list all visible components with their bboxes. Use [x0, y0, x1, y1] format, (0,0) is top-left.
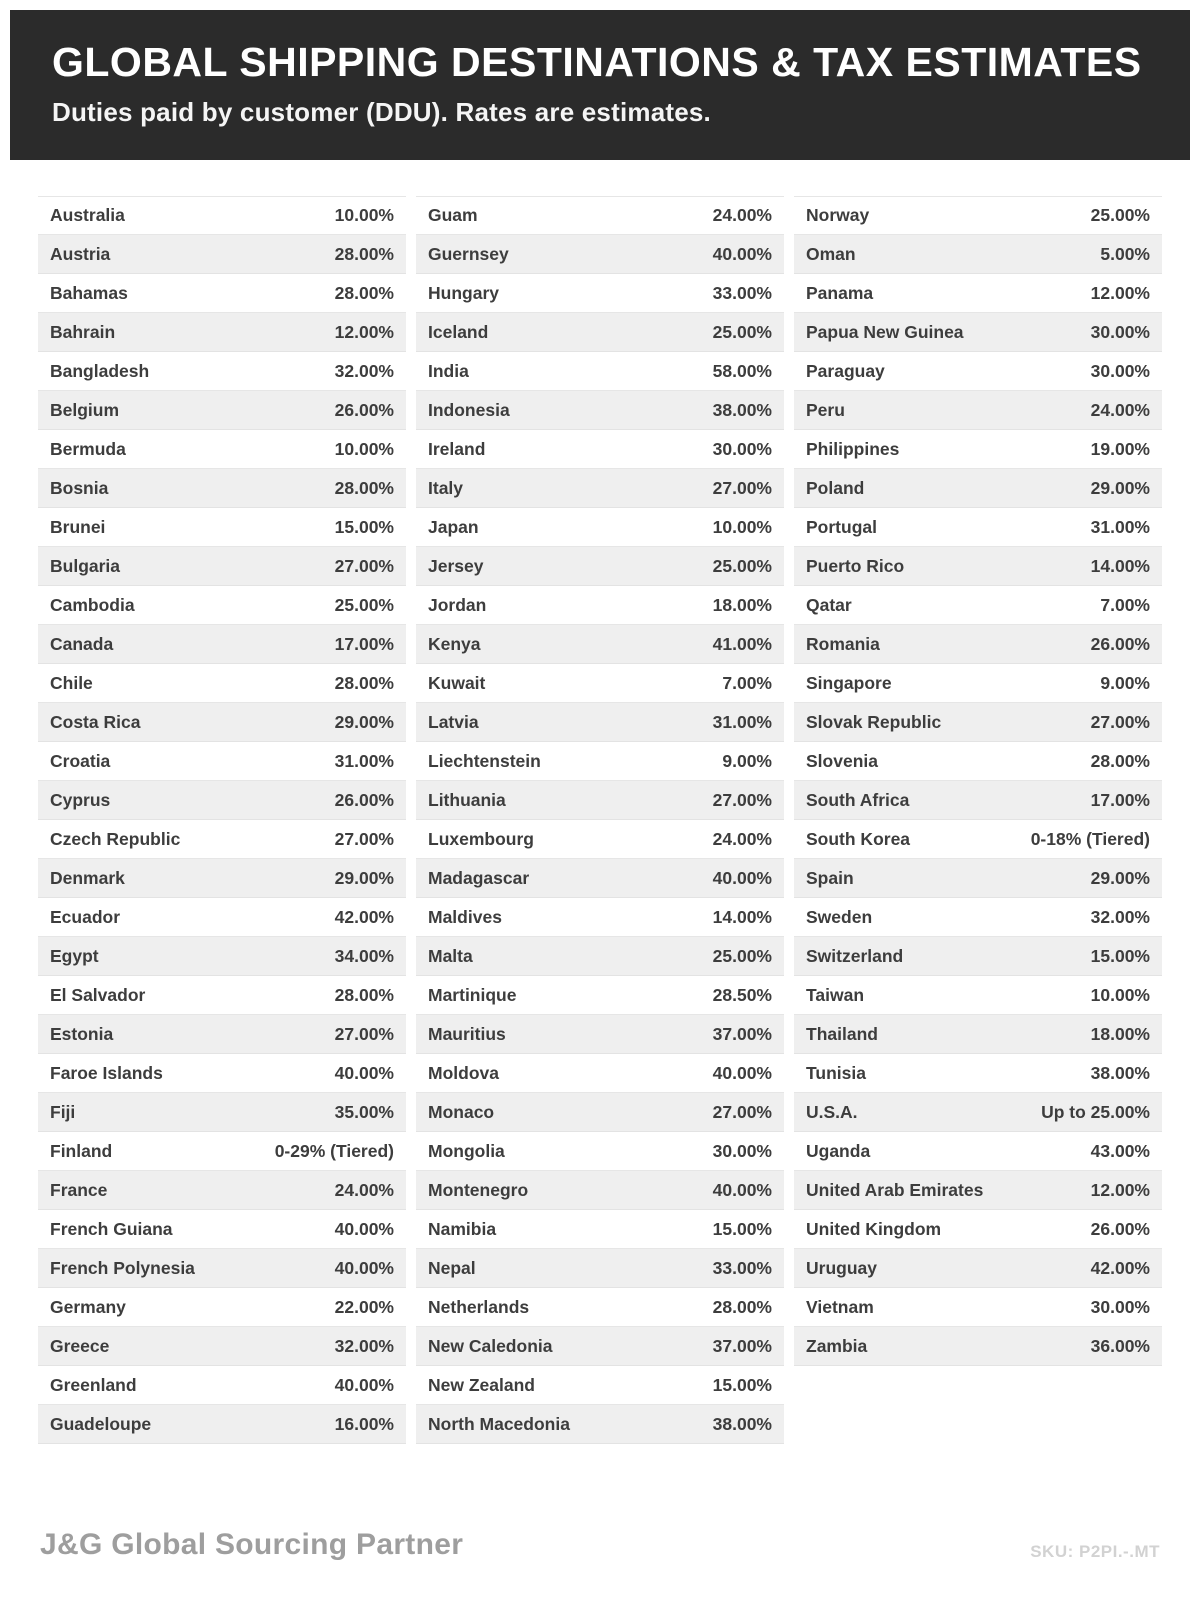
rate-value: 29.00% [334, 711, 394, 732]
country-label: Portugal [806, 516, 877, 537]
rate-value: 7.00% [722, 672, 772, 693]
country-label: Qatar [806, 594, 852, 615]
rate-value: 25.00% [712, 321, 772, 342]
country-label: Canada [50, 633, 114, 654]
rate-value: 28.00% [334, 282, 394, 303]
country-label: Taiwan [806, 984, 865, 1005]
table-row [416, 859, 784, 898]
country-label: South Korea [806, 828, 911, 849]
country-label: Hungary [428, 282, 499, 303]
rate-value: 7.00% [1100, 594, 1150, 615]
table-row [416, 1054, 784, 1093]
country-label: Switzerland [806, 945, 904, 966]
rate-value: 10.00% [1090, 984, 1150, 1005]
country-label: Uganda [806, 1140, 871, 1161]
rate-value: 9.00% [722, 750, 772, 771]
table-row [794, 196, 1162, 235]
rate-value: 31.00% [334, 750, 394, 771]
table-row [416, 352, 784, 391]
table-row [416, 1015, 784, 1054]
table-row [416, 898, 784, 937]
table-row [38, 235, 406, 274]
brand-name: J&G Global Sourcing Partner [40, 1528, 464, 1561]
country-label: Mauritius [428, 1023, 506, 1044]
country-label: South Africa [806, 789, 910, 810]
rate-value: 27.00% [1090, 711, 1150, 732]
table-row [38, 1093, 406, 1132]
rate-value: 35.00% [334, 1101, 394, 1122]
table-row [416, 274, 784, 313]
rate-value: 29.00% [1090, 867, 1150, 888]
rate-value: 22.00% [334, 1296, 394, 1317]
table-row [416, 430, 784, 469]
table-row [416, 742, 784, 781]
table-row [794, 508, 1162, 547]
table-row [794, 430, 1162, 469]
rate-value: 25.00% [334, 594, 394, 615]
country-label: Philippines [806, 438, 900, 459]
rate-value: 31.00% [712, 711, 772, 732]
country-label: Bangladesh [50, 360, 150, 381]
country-label: Greece [50, 1335, 110, 1356]
table-row [416, 976, 784, 1015]
table-row [416, 1405, 784, 1444]
table-row [416, 781, 784, 820]
country-label: Bosnia [50, 477, 109, 498]
country-label: Iceland [428, 321, 489, 342]
country-label: Norway [806, 205, 870, 226]
table-row [38, 1288, 406, 1327]
table-row [794, 235, 1162, 274]
table-row [794, 820, 1162, 859]
rate-value: 15.00% [712, 1218, 772, 1239]
table-row [416, 625, 784, 664]
rate-value: 27.00% [712, 1101, 772, 1122]
rate-value: 28.00% [334, 984, 394, 1005]
country-label: Greenland [50, 1374, 137, 1395]
rate-value: 40.00% [334, 1257, 394, 1278]
country-label: U.S.A. [806, 1101, 858, 1122]
rate-value: 32.00% [1090, 906, 1150, 927]
table-row [416, 235, 784, 274]
country-label: Cambodia [50, 594, 135, 615]
country-label: Poland [806, 477, 865, 498]
rate-value: 40.00% [712, 1179, 772, 1200]
country-label: Tunisia [806, 1062, 866, 1083]
rate-value: 29.00% [334, 867, 394, 888]
table-row [38, 781, 406, 820]
table-row [38, 508, 406, 547]
country-label: Zambia [806, 1335, 868, 1356]
rate-value: 26.00% [1090, 1218, 1150, 1239]
table-row [38, 1132, 406, 1171]
table-row [38, 1171, 406, 1210]
country-label: Maldives [428, 906, 502, 927]
rate-value: 25.00% [712, 945, 772, 966]
rate-value: 30.00% [1090, 321, 1150, 342]
rate-value: 42.00% [1090, 1257, 1150, 1278]
country-label: Moldova [428, 1062, 499, 1083]
table-row [416, 1366, 784, 1405]
country-label: Thailand [806, 1023, 878, 1044]
country-label: Ireland [428, 438, 486, 459]
rate-value: 12.00% [1090, 282, 1150, 303]
table-row [794, 937, 1162, 976]
table-row [416, 1171, 784, 1210]
table-row [794, 1249, 1162, 1288]
rate-value: 15.00% [1090, 945, 1150, 966]
table-row [794, 664, 1162, 703]
country-label: Brunei [50, 516, 106, 537]
rate-value: 30.00% [1090, 360, 1150, 381]
rate-value: 40.00% [712, 867, 772, 888]
rate-value: 5.00% [1100, 243, 1150, 264]
country-label: Austria [50, 243, 111, 264]
rate-value: 14.00% [1090, 555, 1150, 576]
rate-value: 27.00% [334, 555, 394, 576]
rate-value: 38.00% [1090, 1062, 1150, 1083]
rate-value: 10.00% [334, 438, 394, 459]
table-row [794, 625, 1162, 664]
rate-value: 28.00% [334, 243, 394, 264]
rate-value: 10.00% [712, 516, 772, 537]
country-label: Kenya [428, 633, 481, 654]
table-row [794, 1093, 1162, 1132]
table-row [38, 1210, 406, 1249]
country-label: Nepal [428, 1257, 476, 1278]
rate-value: 0-29% (Tiered) [274, 1140, 394, 1161]
country-label: Namibia [428, 1218, 497, 1239]
table-row [38, 352, 406, 391]
table-row [794, 859, 1162, 898]
rate-value: 30.00% [712, 1140, 772, 1161]
table-row [416, 469, 784, 508]
rate-value: Up to 25.00% [1041, 1101, 1150, 1122]
table-row [38, 391, 406, 430]
rate-value: 15.00% [712, 1374, 772, 1395]
table-row [38, 1405, 406, 1444]
table-row [794, 352, 1162, 391]
table-row [416, 547, 784, 586]
rate-value: 24.00% [712, 828, 772, 849]
table-row [794, 313, 1162, 352]
country-label: Luxembourg [428, 828, 534, 849]
table-row [794, 781, 1162, 820]
country-label: Latvia [428, 711, 479, 732]
table-row [794, 1054, 1162, 1093]
footer [0, 1498, 1200, 1600]
table-row [794, 1015, 1162, 1054]
country-label: Panama [806, 282, 874, 303]
table-row [416, 1249, 784, 1288]
table-row [416, 937, 784, 976]
table-row [38, 664, 406, 703]
country-label: Slovenia [806, 750, 878, 771]
rate-value: 27.00% [712, 789, 772, 810]
page-subtitle: Duties paid by customer (DDU). Rates are estimates. [52, 97, 711, 128]
rate-value: 32.00% [334, 1335, 394, 1356]
rate-value: 38.00% [712, 1413, 772, 1434]
table-row [416, 664, 784, 703]
country-label: Chile [50, 672, 93, 693]
table-row [38, 1249, 406, 1288]
rate-value: 42.00% [334, 906, 394, 927]
rate-value: 27.00% [334, 828, 394, 849]
table-row [38, 196, 406, 235]
country-label: Sweden [806, 906, 873, 927]
table-row [38, 469, 406, 508]
rate-value: 28.00% [334, 672, 394, 693]
rate-value: 40.00% [334, 1374, 394, 1395]
country-label: Egypt [50, 945, 99, 966]
table-row [416, 313, 784, 352]
country-label: Puerto Rico [806, 555, 905, 576]
table-row [38, 976, 406, 1015]
country-label: France [50, 1179, 108, 1200]
country-label: Jordan [428, 594, 487, 615]
rate-value: 18.00% [1090, 1023, 1150, 1044]
table-row [794, 274, 1162, 313]
table-row [794, 1288, 1162, 1327]
country-label: Madagascar [428, 867, 530, 888]
country-label: Martinique [428, 984, 517, 1005]
country-label: Australia [50, 205, 125, 226]
country-label: Romania [806, 633, 880, 654]
rate-value: 16.00% [334, 1413, 394, 1434]
rate-value: 25.00% [712, 555, 772, 576]
table-row [416, 703, 784, 742]
country-label: Czech Republic [50, 828, 181, 849]
country-label: Malta [428, 945, 473, 966]
table-row [794, 469, 1162, 508]
country-label: New Zealand [428, 1374, 535, 1395]
country-label: Spain [806, 867, 854, 888]
table-row [416, 1327, 784, 1366]
rate-value: 15.00% [334, 516, 394, 537]
country-label: Jersey [428, 555, 484, 576]
table-row [38, 586, 406, 625]
country-label: United Arab Emirates [806, 1179, 984, 1200]
rate-value: 30.00% [712, 438, 772, 459]
rate-value: 29.00% [1090, 477, 1150, 498]
rate-value: 19.00% [1090, 438, 1150, 459]
rate-value: 32.00% [334, 360, 394, 381]
table-row [416, 1132, 784, 1171]
country-label: Oman [806, 243, 856, 264]
rate-value: 28.00% [334, 477, 394, 498]
country-label: Estonia [50, 1023, 114, 1044]
country-label: Liechtenstein [428, 750, 541, 771]
rate-value: 40.00% [712, 243, 772, 264]
rate-value: 17.00% [1090, 789, 1150, 810]
table-row [38, 820, 406, 859]
rate-value: 27.00% [334, 1023, 394, 1044]
country-label: Guadeloupe [50, 1413, 152, 1434]
rate-value: 0-18% (Tiered) [1030, 828, 1150, 849]
table-row [416, 1288, 784, 1327]
rate-value: 40.00% [712, 1062, 772, 1083]
table-row [416, 1093, 784, 1132]
country-label: Slovak Republic [806, 711, 942, 732]
sku-label: SKU: P2PI.-.MT [1030, 1542, 1160, 1561]
country-label: Papua New Guinea [806, 321, 964, 342]
country-label: Ecuador [50, 906, 121, 927]
country-label: North Macedonia [428, 1413, 570, 1434]
country-label: Faroe Islands [50, 1062, 163, 1083]
rate-value: 43.00% [1090, 1140, 1150, 1161]
country-label: Peru [806, 399, 845, 420]
table-row [38, 859, 406, 898]
country-label: United Kingdom [806, 1218, 942, 1239]
table-row [38, 274, 406, 313]
country-label: Lithuania [428, 789, 506, 810]
table-row [38, 430, 406, 469]
rate-value: 12.00% [1090, 1179, 1150, 1200]
rate-value: 58.00% [712, 360, 772, 381]
country-label: Indonesia [428, 399, 510, 420]
table-row [38, 898, 406, 937]
rate-value: 26.00% [334, 399, 394, 420]
country-label: Montenegro [428, 1179, 529, 1200]
country-label: Netherlands [428, 1296, 530, 1317]
country-label: Croatia [50, 750, 111, 771]
rate-value: 37.00% [712, 1023, 772, 1044]
table-row [38, 1015, 406, 1054]
rate-value: 17.00% [334, 633, 394, 654]
table-row [794, 586, 1162, 625]
page-title: GLOBAL SHIPPING DESTINATIONS & TAX ESTIMATES [52, 39, 1142, 85]
country-label: French Polynesia [50, 1257, 195, 1278]
table-row [794, 703, 1162, 742]
table-row [794, 1210, 1162, 1249]
rate-value: 24.00% [712, 205, 772, 226]
rate-value: 38.00% [712, 399, 772, 420]
rate-value: 34.00% [334, 945, 394, 966]
country-label: French Guiana [50, 1218, 173, 1239]
rate-value: 33.00% [712, 1257, 772, 1278]
rate-value: 40.00% [334, 1218, 394, 1239]
rate-value: 28.50% [712, 984, 772, 1005]
table-row [794, 391, 1162, 430]
country-label: Guernsey [428, 243, 509, 264]
table-row [38, 625, 406, 664]
rate-value: 14.00% [712, 906, 772, 927]
table-row [794, 547, 1162, 586]
rate-value: 12.00% [334, 321, 394, 342]
country-label: Vietnam [806, 1296, 874, 1317]
table-row [416, 508, 784, 547]
header-banner [10, 10, 1190, 160]
rate-column-3 [794, 196, 1162, 1366]
rate-value: 41.00% [712, 633, 772, 654]
rate-value: 40.00% [334, 1062, 394, 1083]
table-row [794, 742, 1162, 781]
country-label: Cyprus [50, 789, 111, 810]
table-row [416, 820, 784, 859]
table-row [38, 1054, 406, 1093]
country-label: Bermuda [50, 438, 126, 459]
rate-value: 27.00% [712, 477, 772, 498]
country-label: Costa Rica [50, 711, 141, 732]
country-label: Italy [428, 477, 464, 498]
table-row [38, 547, 406, 586]
table-row [416, 1210, 784, 1249]
rate-column-2 [416, 196, 784, 1444]
country-label: Mongolia [428, 1140, 505, 1161]
country-label: Japan [428, 516, 479, 537]
country-label: Monaco [428, 1101, 495, 1122]
country-label: Bulgaria [50, 555, 121, 576]
country-label: Kuwait [428, 672, 486, 693]
table-row [416, 586, 784, 625]
table-row [38, 313, 406, 352]
table-row [794, 1132, 1162, 1171]
country-label: Paraguay [806, 360, 885, 381]
table-row [38, 703, 406, 742]
country-label: New Caledonia [428, 1335, 553, 1356]
country-label: Belgium [50, 399, 120, 420]
country-label: El Salvador [50, 984, 146, 1005]
table-row [794, 976, 1162, 1015]
rate-value: 36.00% [1090, 1335, 1150, 1356]
country-label: Finland [50, 1140, 113, 1161]
rate-value: 37.00% [712, 1335, 772, 1356]
country-label: Bahrain [50, 321, 116, 342]
table-row [794, 1171, 1162, 1210]
rate-value: 9.00% [1100, 672, 1150, 693]
rate-value: 30.00% [1090, 1296, 1150, 1317]
rate-value: 28.00% [712, 1296, 772, 1317]
table-row [38, 1366, 406, 1405]
table-row [416, 196, 784, 235]
rate-value: 25.00% [1090, 205, 1150, 226]
country-label: India [428, 360, 469, 381]
rate-value: 24.00% [1090, 399, 1150, 420]
rate-value: 18.00% [712, 594, 772, 615]
table-row [38, 937, 406, 976]
rate-value: 26.00% [334, 789, 394, 810]
table-row [38, 1327, 406, 1366]
rate-value: 24.00% [334, 1179, 394, 1200]
rate-value: 31.00% [1090, 516, 1150, 537]
rate-value: 10.00% [334, 205, 394, 226]
country-label: Bahamas [50, 282, 128, 303]
rate-value: 33.00% [712, 282, 772, 303]
rate-value: 28.00% [1090, 750, 1150, 771]
table-row [416, 391, 784, 430]
country-label: Guam [428, 205, 478, 226]
rate-column-1 [38, 196, 406, 1444]
table-row [38, 742, 406, 781]
rates-table [0, 196, 1200, 1444]
table-row [794, 1327, 1162, 1366]
country-label: Germany [50, 1296, 126, 1317]
table-row [794, 898, 1162, 937]
country-label: Fiji [50, 1101, 76, 1122]
rate-value: 26.00% [1090, 633, 1150, 654]
country-label: Uruguay [806, 1257, 877, 1278]
country-label: Singapore [806, 672, 892, 693]
country-label: Denmark [50, 867, 125, 888]
